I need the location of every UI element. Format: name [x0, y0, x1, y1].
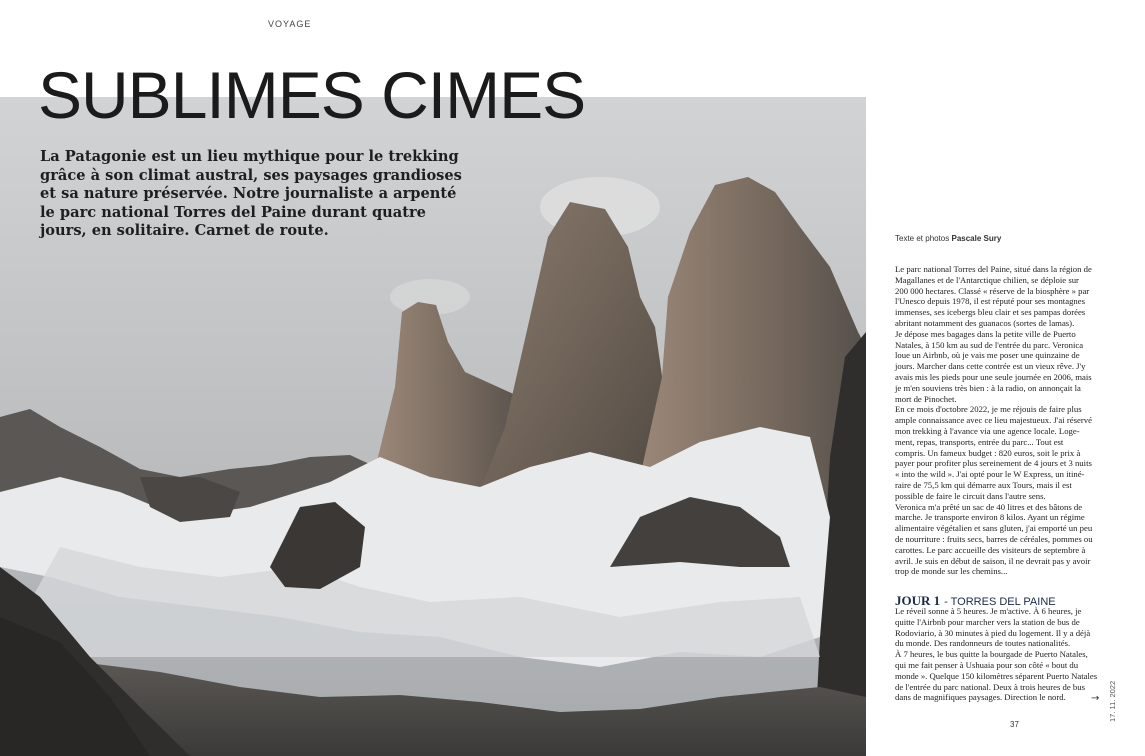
intro-line: jours, en solitaire. Carnet de route. [40, 222, 329, 240]
body-line: « into the wild ». J'ai opté pour le W Express, un itiné- [895, 469, 1085, 480]
body-line: immenses, ses icebergs bleu clair et ses pampas dorées [895, 307, 1086, 318]
body-line: marche. Je transporte environ 8 kilos. Ayant un régime [895, 512, 1085, 523]
continue-arrow-icon: → [1091, 693, 1100, 704]
article-body [895, 264, 1107, 577]
day-title: - TORRES DEL PAINE [944, 596, 1056, 608]
day-body [895, 606, 1107, 703]
body-line: compris. Un fameux budget : 820 euros, soit le prix à [895, 447, 1081, 458]
day-line: Rodoviario, à 30 minutes à pied du logement. Il y a déjà [895, 627, 1091, 638]
body-line: loue un Airbnb, où je vais me poser une quinzaine de [895, 350, 1080, 361]
day-line: quitte l'Airbnb pour marcher vers la station de bus de [895, 616, 1080, 627]
intro-line: La Patagonie est un lieu mythique pour le trekking [40, 148, 459, 165]
body-line: possible de faire le circuit dans l'autre sens. [895, 490, 1046, 501]
byline [895, 234, 1001, 243]
issue-date: 17. 11. 2022 [1108, 680, 1117, 722]
section-label: VOYAGE [268, 19, 312, 29]
body-line: alimentaire végétalien et sans gluten, j'ai emporté un peu [895, 523, 1093, 534]
body-line: de nourriture : fruits secs, barres de céréales, pommes ou [895, 533, 1093, 544]
intro-line: le parc national Torres del Paine durant quatre [40, 203, 426, 221]
byline-author: Pascale Sury [951, 234, 1002, 243]
day-line: du monde. Des randonneurs de toutes nationalités. [895, 638, 1071, 649]
body-line: ample connaissance avec ce lieu majestueux. J'ai réservé [895, 415, 1092, 426]
day-line: À 7 heures, le bus quitte la bourgade de Puerto Natales, [895, 649, 1088, 660]
body-line: Le parc national Torres del Paine, situé dans la région de [895, 264, 1092, 274]
intro-line: grâce à son climat austral, ses paysages grandioses [40, 166, 462, 184]
body-line: En ce mois d'octobre 2022, je me réjouis de faire plus [895, 404, 1082, 415]
body-line: abritant notamment des guanacos (sortes de lamas). [895, 317, 1075, 328]
day-line: dans de magnifiques paysages. Direction le nord. [895, 692, 1066, 703]
body-line: mort de Pinochet. [895, 393, 957, 404]
body-line: trop de monde sur les chemins... [895, 566, 1008, 577]
intro-line: et sa nature préservée. Notre journaliste a arpenté [40, 185, 457, 203]
byline-prefix: Texte et photos [895, 234, 950, 243]
day-line: monde ». Quelque 150 kilomètres séparent Puerto Natales [895, 670, 1098, 681]
body-line: 200 000 hectares. Classé « réserve de la biosphère » par [895, 285, 1090, 296]
body-line: raire de 75,5 km qui démarre aux Tours, mais il est [895, 479, 1072, 490]
body-line: mon trekking à l'avance via une agence locale. Loge- [895, 425, 1080, 436]
body-line: Je dépose mes bagages dans la petite ville de Puerto [895, 328, 1076, 339]
body-line: jours. Marcher dans cette contrée est un vieux rêve. J'y [895, 361, 1086, 372]
page-title: SUBLIMES CIMES [38, 58, 586, 132]
body-line: carottes. Le parc accueille des visiteurs de septembre à [895, 544, 1086, 555]
intro-paragraph [40, 148, 462, 241]
body-line: l'Unesco depuis 1978, il est réputé pour ses montagnes [895, 296, 1086, 307]
body-line: payer pour profiter plus sereinement de 4 jours et 3 nuits [895, 458, 1092, 469]
day-line: Le réveil sonne à 5 heures. Je m'active. À 6 heures, je [895, 606, 1082, 616]
body-line: Veronica m'a prêté un sac de 40 litres et des bâtons de [895, 501, 1083, 512]
day-line: qui me fait penser à Ushuaia pour son côté « bout du [895, 659, 1079, 670]
day-label: JOUR 1 [895, 593, 941, 608]
body-line: avril. Je suis en début de saison, il ne devrait pas y avoir [895, 555, 1091, 566]
body-line: avais mis les pieds pour une seule journée en 2006, mais [895, 371, 1092, 382]
body-line: je m'en souviens très bien : à la radio, on annonçait la [895, 382, 1081, 393]
day-line: de l'entrée du parc national. Deux à trois heures de bus [895, 681, 1085, 692]
body-line: Magallanes et de l'Antarctique chilien, se déploie sur [895, 274, 1079, 285]
body-line: Natales, à 150 km au sud de l'entrée du parc. Veronica [895, 339, 1084, 350]
page-number: 37 [1010, 720, 1019, 729]
body-line: ment, repas, transports, entrée du parc... Tout est [895, 436, 1064, 447]
